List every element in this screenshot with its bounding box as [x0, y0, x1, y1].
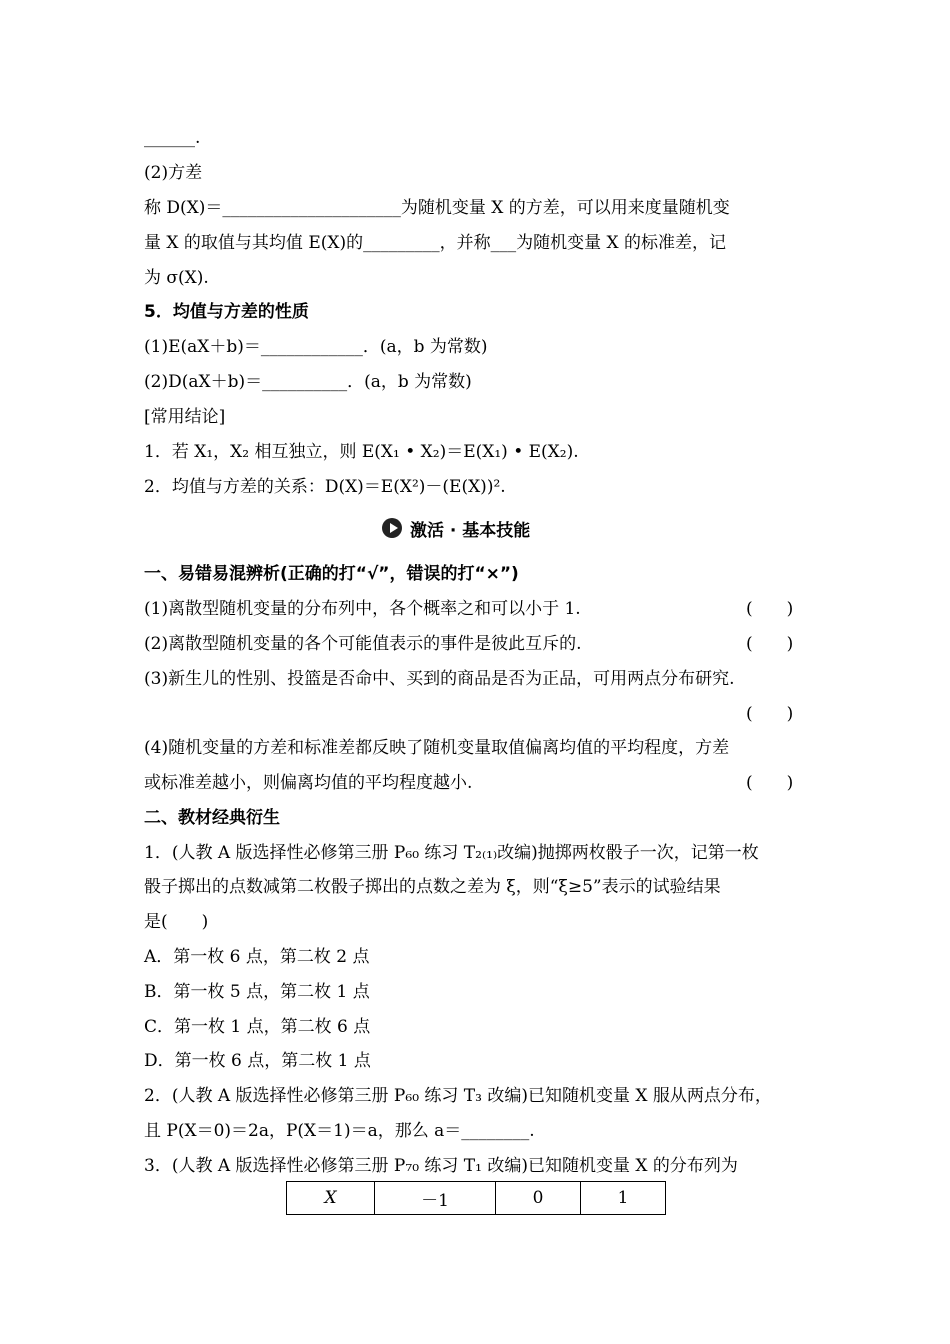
- table-row: [287, 1182, 666, 1215]
- question-line: 2．(人教 A 版选择性必修第三册 P₆₀ 练习 T₃ 改编)已知随机变量 X 服从两点分布，: [144, 1086, 772, 1106]
- question-line: (1)离散型随机变量的分布列中，各个概率之和可以小于 1.: [144, 599, 581, 619]
- subheading: 5．均值与方差的性质: [144, 302, 309, 322]
- text-line: 称 D(X)＝_____________________为随机变量 X 的方差，可以用来度量随机变: [144, 198, 730, 218]
- question-line: 且 P(X＝0)＝2a，P(X＝1)＝a，那么 a＝________.: [144, 1121, 535, 1141]
- option-d: D．第一枚 6 点，第二枚 1 点: [144, 1051, 371, 1071]
- text-line: (2)D(aX＋b)＝__________．(a，b 为常数): [144, 372, 472, 392]
- answer-blank: ( ): [746, 634, 794, 654]
- text-line: ______.: [144, 128, 201, 148]
- text-line: 为 σ(X).: [144, 268, 209, 288]
- section-heading: [382, 514, 530, 542]
- question-line: (4)随机变量的方差和标准差都反映了随机变量取值偏离均值的平均程度，方差: [144, 738, 730, 758]
- question-line: (3)新生儿的性别、投篮是否命中、买到的商品是否为正品，可用两点分布研究.: [144, 669, 735, 689]
- table-cell: 0: [496, 1182, 581, 1215]
- distribution-table: [286, 1181, 666, 1215]
- answer-blank: ( ): [746, 599, 794, 619]
- question-line: 是( ): [144, 912, 209, 932]
- play-icon: [382, 518, 402, 538]
- option-a: A．第一枚 6 点，第二枚 2 点: [144, 947, 370, 967]
- table-cell: 1: [581, 1182, 666, 1215]
- question-line: 3．(人教 A 版选择性必修第三册 P₇₀ 练习 T₁ 改编)已知随机变量 X 的分布列为: [144, 1156, 738, 1176]
- table-cell: －1: [375, 1182, 496, 1215]
- answer-blank: ( ): [746, 773, 794, 793]
- table-cell: X: [287, 1182, 375, 1215]
- answer-blank: ( ): [746, 704, 794, 724]
- text-line: 2．均值与方差的关系：D(X)＝E(X²)－(E(X))².: [144, 477, 506, 497]
- question-line: 1．(人教 A 版选择性必修第三册 P₆₀ 练习 T₂₍₁₎改编)抛掷两枚骰子一次，记第一枚: [144, 843, 759, 863]
- option-b: B．第一枚 5 点，第二枚 1 点: [144, 982, 370, 1002]
- question-line: 或标准差越小，则偏离均值的平均程度越小.: [144, 773, 473, 793]
- text-line: 量 X 的取值与其均值 E(X)的_________，并称___为随机变量 X 的标准差，记: [144, 233, 726, 253]
- subheading: 二、教材经典衍生: [144, 808, 280, 828]
- subheading: 一、易错易混辨析(正确的打“√”，错误的打“×”): [144, 564, 519, 584]
- question-line: 骰子掷出的点数减第二枚骰子掷出的点数之差为 ξ，则“ξ≥5”表示的试验结果: [144, 877, 721, 897]
- text-line: 1．若 X₁，X₂ 相互独立，则 E(X₁ • X₂)＝E(X₁) • E(X₂).: [144, 442, 579, 462]
- option-c: C．第一枚 1 点，第二枚 6 点: [144, 1017, 371, 1037]
- text-line: (2)方差: [144, 163, 203, 183]
- section-title: 激活 · 基本技能: [410, 520, 531, 541]
- subheading: [常用结论]: [144, 407, 226, 427]
- question-line: (2)离散型随机变量的各个可能值表示的事件是彼此互斥的.: [144, 634, 582, 654]
- text-line: (1)E(aX＋b)＝____________．(a，b 为常数): [144, 337, 488, 357]
